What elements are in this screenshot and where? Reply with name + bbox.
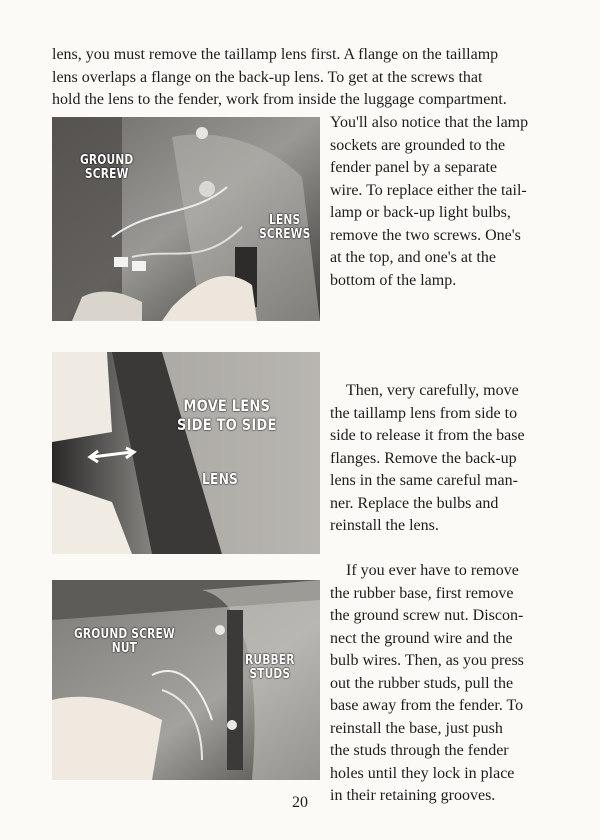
text-line: lens, you must remove the taillamp lens first. A flange on the taillamp — [52, 46, 499, 63]
text-line: Then, very carefully, move — [346, 382, 519, 399]
text-line: sockets are grounded to the — [330, 136, 506, 154]
photo-rubber-base — [52, 580, 320, 780]
text-line: lens overlaps a flange on the back-up lens. To get at the screws that — [52, 68, 483, 86]
photo-illustration — [52, 352, 320, 554]
text-line: the taillamp lens from side to — [330, 404, 518, 422]
paragraph-rubber-base — [330, 560, 552, 808]
text-line: at the top, and one's at the — [330, 249, 496, 266]
text-line: out the rubber studs, pull the — [330, 674, 514, 692]
callout-ground-screw — [80, 154, 133, 182]
photo-move-lens — [52, 352, 320, 554]
callout-line: SCREW — [84, 167, 129, 182]
text-line: lens in the same careful man- — [330, 472, 518, 489]
callout-line: STUDS — [249, 667, 291, 682]
photo-lens-screws — [52, 117, 320, 321]
callout-line: SCREWS — [259, 227, 311, 242]
text-line: fender panel by a separate — [330, 159, 498, 176]
callout-line: NUT — [111, 641, 138, 656]
callout-line: LENS — [202, 470, 239, 488]
text-line: holes until they lock in place — [330, 764, 515, 782]
callout-ground-screw-nut — [74, 628, 175, 656]
callout-line: RUBBER — [245, 653, 295, 668]
callout-line: GROUND — [80, 153, 134, 168]
callout-line: MOVE LENS — [183, 396, 271, 415]
text-line: If you ever have to remove — [346, 562, 519, 579]
text-line: reinstall the lens. — [330, 517, 439, 534]
text-line: the studs through the fender — [330, 742, 509, 759]
callout-line: SIDE TO SIDE — [177, 415, 277, 434]
text-line: base away from the fender. To — [330, 697, 524, 714]
text-line: ner. Replace the bulbs and — [330, 494, 499, 512]
text-line: side to release it from the base — [330, 427, 525, 444]
callout-line: GROUND SCREW — [74, 627, 175, 642]
paragraph-ground-wire — [330, 112, 552, 292]
callout-lens-screws — [259, 214, 310, 242]
callout-move-lens — [177, 396, 277, 434]
intro-paragraph — [52, 44, 552, 112]
text-line: reinstall the base, just push — [330, 719, 503, 737]
text-line: the rubber base, first remove — [330, 584, 514, 602]
text-line: lamp or back-up light bulbs, — [330, 204, 511, 221]
text-line: flanges. Remove the back-up — [330, 449, 517, 467]
text-line: hold the lens to the fender, work from inside the luggage compartment. — [52, 91, 507, 108]
callout-lens — [202, 472, 238, 486]
text-line: in their retaining grooves. — [330, 787, 496, 804]
text-line: the ground screw nut. Discon- — [330, 607, 524, 624]
text-line: bottom of the lamp. — [330, 271, 457, 289]
paragraph-move-lens — [330, 380, 552, 538]
page-number: 20 — [292, 794, 308, 811]
text-line: remove the two screws. One's — [330, 226, 521, 244]
text-line: bulb wires. Then, as you press — [330, 652, 524, 669]
text-line: nect the ground wire and the — [330, 629, 513, 647]
callout-rubber-studs — [245, 654, 295, 682]
text-line: wire. To replace either the tail- — [330, 181, 527, 199]
text-line: You'll also notice that the lamp — [330, 114, 529, 131]
callout-line: LENS — [269, 213, 301, 228]
